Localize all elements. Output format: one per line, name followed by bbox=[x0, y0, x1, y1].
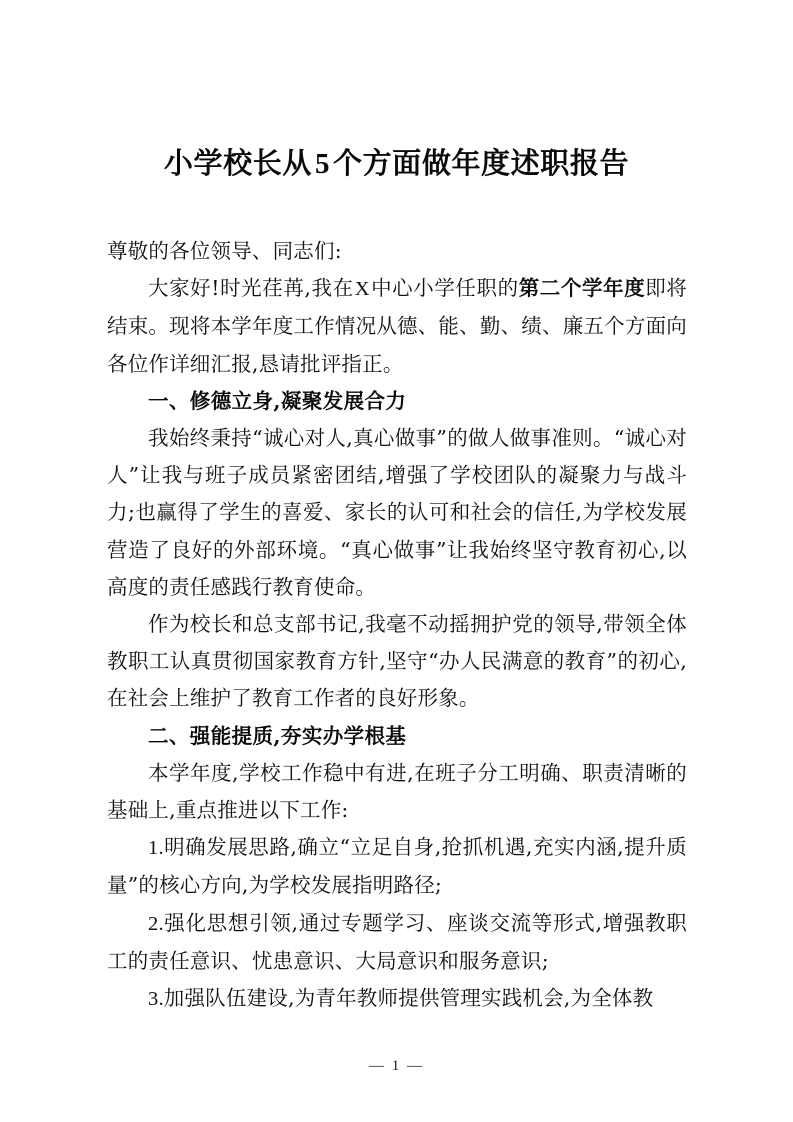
section-heading-1: 一、修德立身,凝聚发展合力 bbox=[148, 388, 407, 413]
document-body bbox=[107, 233, 687, 1018]
opening-text-part1: 大家好!时光荏苒,我在 bbox=[148, 276, 354, 301]
opening-emphasis: 第二个学年度 bbox=[518, 276, 646, 301]
list-item-2-text: 强化思想引领,通过专题学习、座谈交流等形式,增强教职工的责任意识、忧患意识、大局意识和服务意识; bbox=[107, 910, 687, 973]
section-heading-2: 二、强能提质,夯实办学根基 bbox=[148, 723, 407, 748]
title-suffix: 个方面做年度述职报告 bbox=[333, 146, 630, 180]
list-item-3-number: 3. bbox=[148, 988, 164, 1011]
opening-text-part2: 中心小学任职的 bbox=[370, 276, 519, 301]
list-item-1-text: 明确发展思路,确立“立足自身,抢抓机遇,充实内涵,提升质量”的核心方向,为学校发展指明路径; bbox=[107, 835, 687, 898]
salutation: 尊敬的各位领导、同志们: bbox=[107, 239, 342, 263]
list-item-1-number: 1. bbox=[148, 837, 164, 860]
page-number-footer: — 1 — bbox=[369, 1058, 424, 1074]
section-2-paragraph-1: 本学年度,学校工作稳中有进,在班子分工明确、职责清晰的基础上,重点推进以下工作: bbox=[107, 760, 687, 823]
section-1-paragraph-2: 作为校长和总支部书记,我毫不动摇拥护党的领导,带领全体教职工认真贯彻国家教育方针,坚守“办人民满意的教育”的初心,在社会上维护了教育工作者的良好形象。 bbox=[107, 612, 687, 711]
list-item bbox=[107, 829, 687, 904]
list-item-2-number: 2. bbox=[148, 912, 164, 935]
title-number: 5 bbox=[314, 148, 331, 180]
opening-paragraph bbox=[107, 270, 687, 383]
list-item bbox=[107, 905, 687, 980]
title-prefix: 小学校长从 bbox=[163, 146, 312, 180]
opening-text-part3: 即将结束。现将本学年度工作情况从德、能、勤、绩、廉五个方面向各位作详细汇报,恳请批评指正。 bbox=[107, 276, 687, 376]
list-item-3-text: 加强队伍建设,为青年教师提供管理实践机会,为全体教 bbox=[163, 986, 654, 1011]
page-title bbox=[0, 143, 793, 184]
list-item bbox=[107, 980, 687, 1018]
section-1-paragraph-1: 我始终秉持“诚心对人,真心做事”的做人做事准则。“诚心对人”让我与班子成员紧密团结,增强了学校团队的凝聚力与战斗力;也赢得了学生的喜爱、家长的认可和社会的信任,为学校发展营造了良好的外部环境。“真心做事”让我始终坚守教育初心,以高度的责任感践行教育使命。 bbox=[107, 426, 687, 599]
opening-school-placeholder: X bbox=[354, 278, 370, 301]
